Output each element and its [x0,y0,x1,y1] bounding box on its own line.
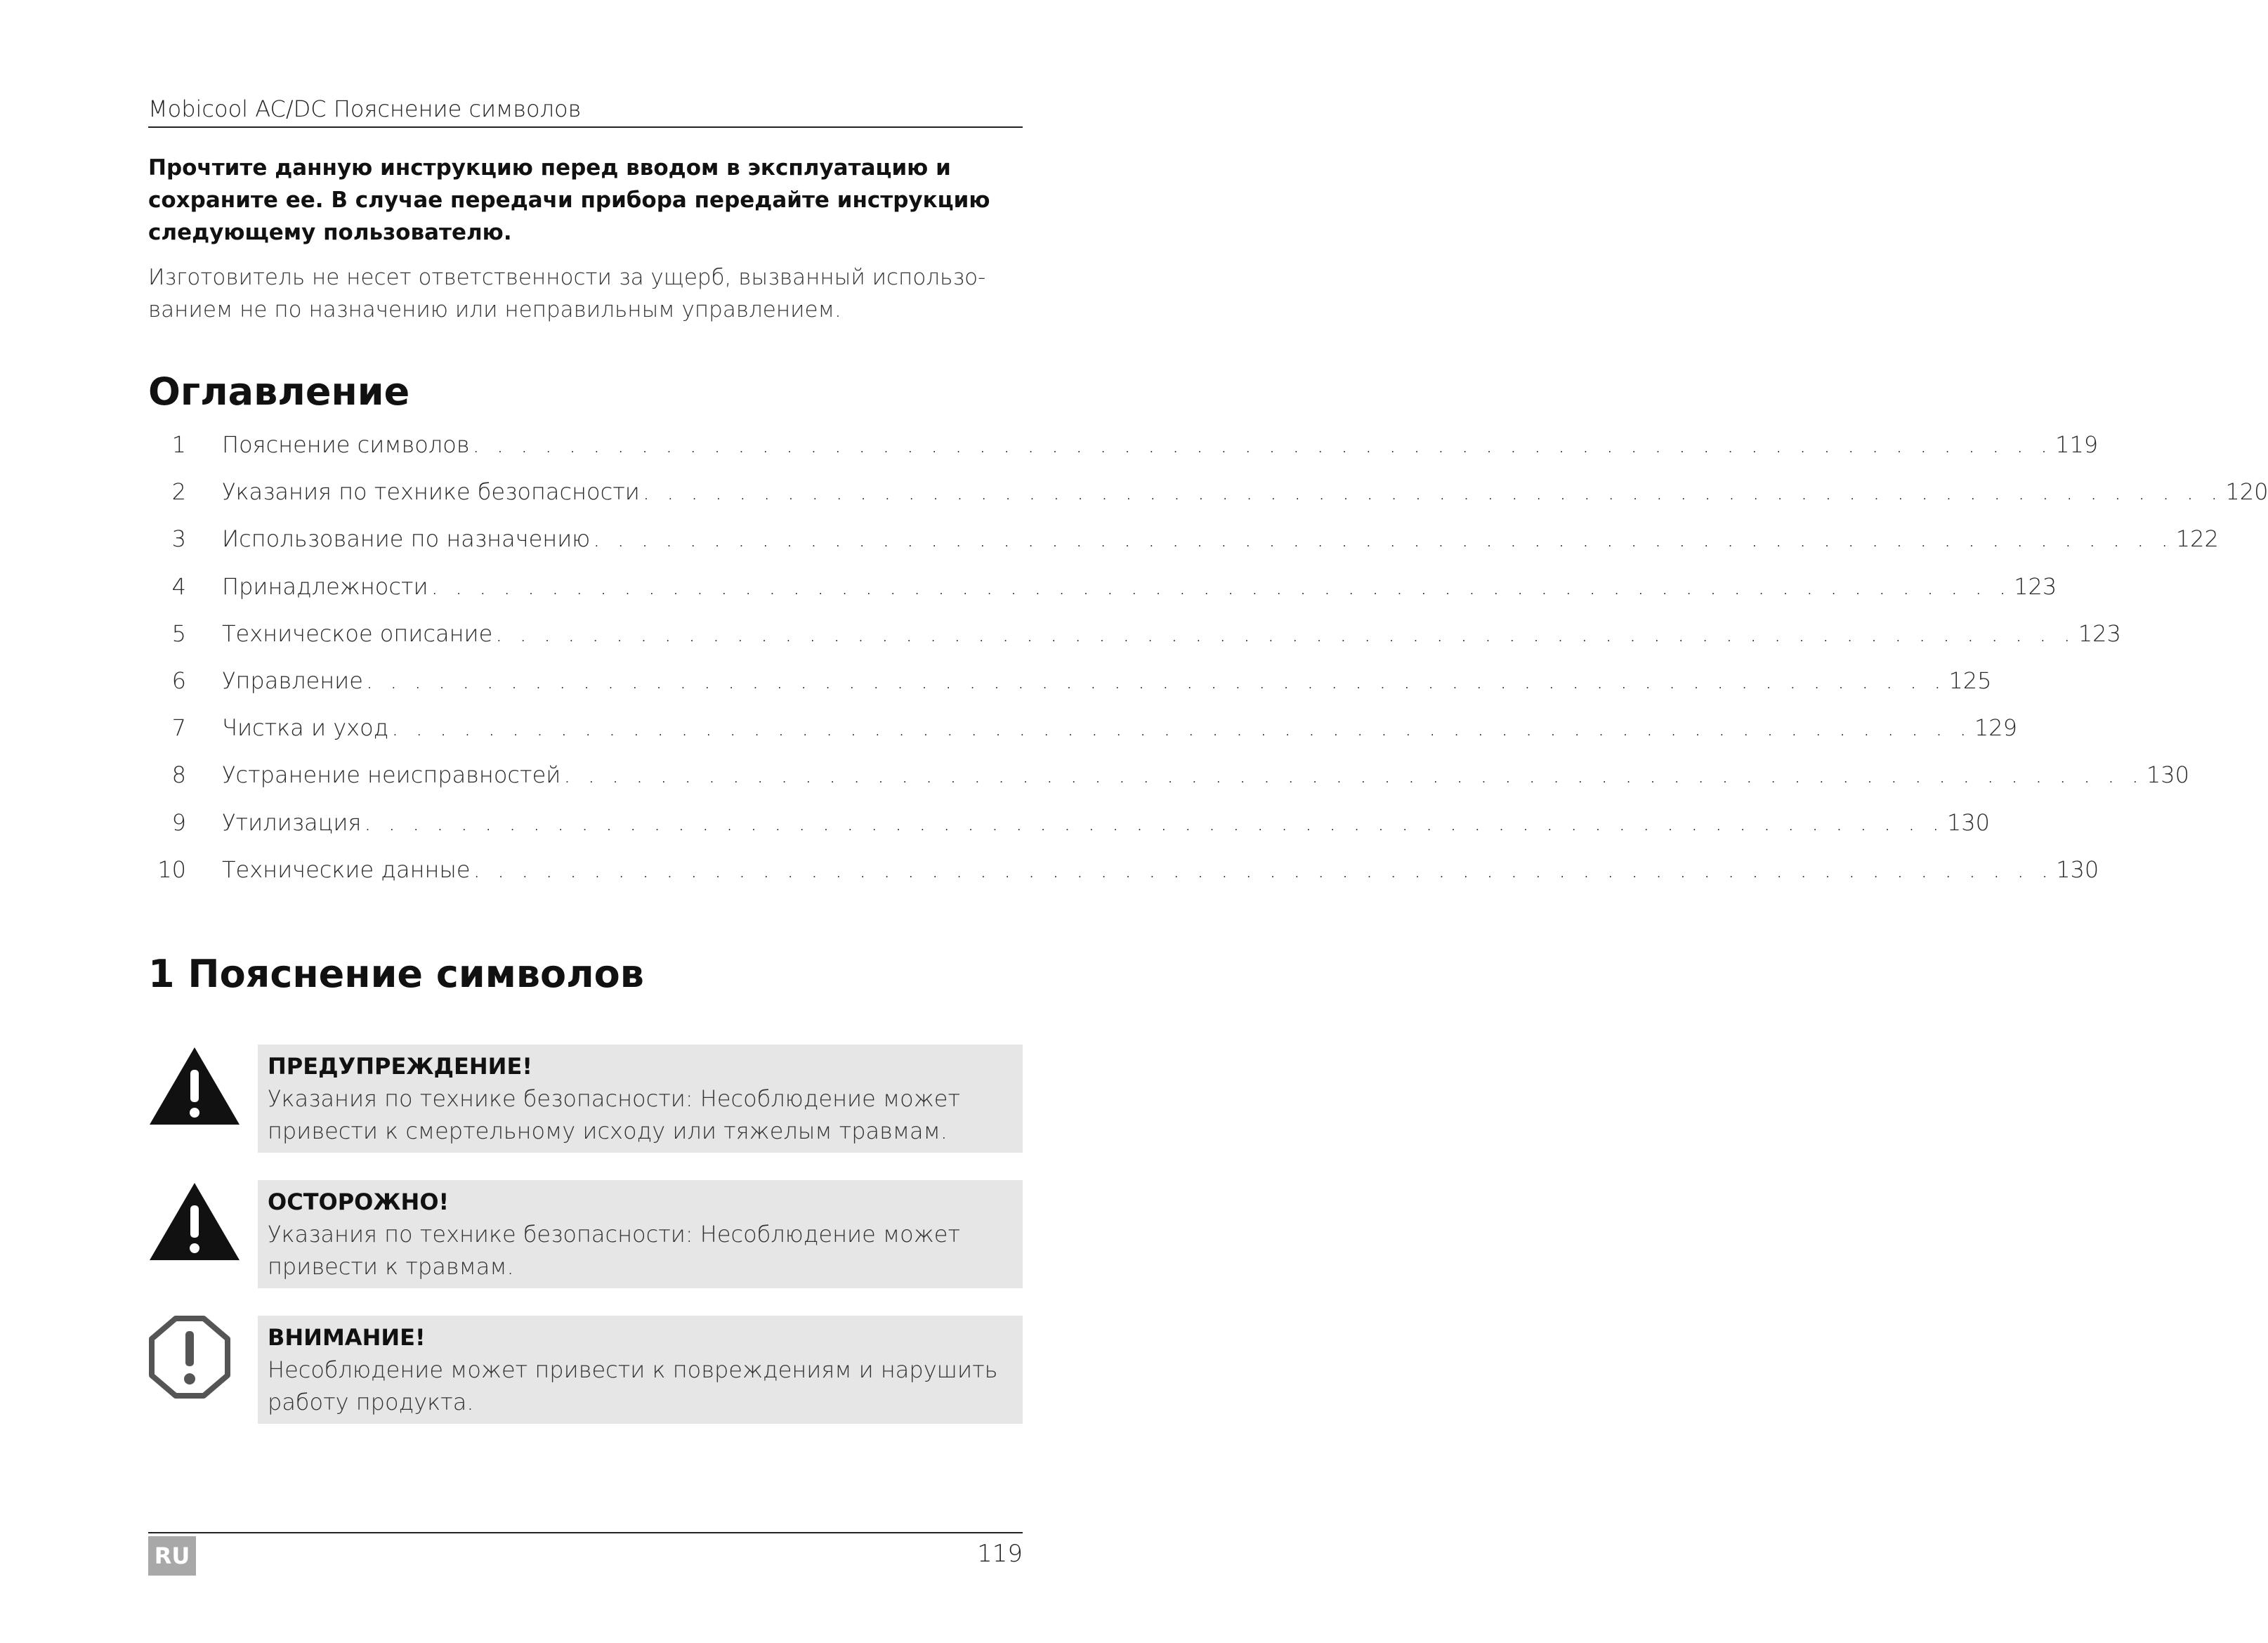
toc-item-page: 119 [2055,431,2099,458]
notice-text: Несоблюдение может привести к повреждениям и нарушить работу продукта. [268,1356,998,1415]
toc-item-page: 130 [2146,761,2189,789]
table-of-contents [148,431,2268,903]
toc-item-label: Принадлежности [222,572,428,600]
toc-item-page: 123 [2078,620,2121,647]
running-header: Mobicool AC/DC Пояснение символов [148,96,1023,128]
toc-item-number: 4 [171,572,186,600]
notice-text: Указания по технике безопасности: Несоблюдение может привести к травмам. [268,1221,960,1280]
toc-item-number: 9 [171,809,186,836]
toc-item-number: 5 [171,620,186,647]
notice-text: Указания по технике безопасности: Несоблюдение может привести к смертельному исходу или тяжелым травмам. [268,1085,960,1144]
toc-item-label: Управление [222,667,363,694]
toc-item-number: 10 [157,856,186,883]
footer-divider [148,1532,1023,1533]
toc-leader-dots: . . . . . . . . . . . . . . . . . . . . . . . . . . . . . . . . . . . . . . . . . . . . . . . . . . . . . . . . . . . . . . . . . . [391,714,1972,742]
toc-item[interactable] [148,525,2219,572]
notice-box [258,1316,1023,1424]
page-number: 119 [977,1540,1023,1568]
toc-item-number: 6 [171,667,186,694]
toc-item-label: Техническое описание [222,620,493,647]
toc-item[interactable] [148,620,2121,667]
toc-item-number: 3 [171,525,186,553]
toc-item-label: Указания по технике безопасности [222,478,640,506]
toc-item-page: 122 [2175,525,2219,553]
notice-attention [148,1316,1023,1424]
caution-triangle-icon [148,1180,241,1263]
toc-item-page: 129 [1974,714,2017,742]
toc-leader-dots: . . . . . . . . . . . . . . . . . . . . . . . . . . . . . . . . . . . . . . . . . . . . . . . . . . . . . . . . . . . . . . . . . . [495,620,2076,647]
toc-leader-dots: . . . . . . . . . . . . . . . . . . . . . . . . . . . . . . . . . . . . . . . . . . . . . . . . . . . . . . . . . . . . . . . . . . [642,478,2223,506]
intro-liability-text: Изготовитель не несет ответственности за ущерб, вызванный использо-ванием не по назначению или неправильным управлением. [148,265,986,322]
toc-item-number: 1 [171,431,186,458]
toc-item[interactable] [148,478,2268,525]
toc-item[interactable] [148,667,1992,714]
toc-item[interactable] [148,809,1990,856]
toc-leader-dots: . . . . . . . . . . . . . . . . . . . . . . . . . . . . . . . . . . . . . . . . . . . . . . . . . . . . . . . . . . . . . . . . . . [472,431,2053,458]
toc-leader-dots: . . . . . . . . . . . . . . . . . . . . . . . . . . . . . . . . . . . . . . . . . . . . . . . . . . . . . . . . . . . . . . . . . . [593,525,2173,553]
toc-item-label: Пояснение символов [222,431,470,458]
notice-caution [148,1180,1023,1288]
toc-item-page: 130 [1946,809,1990,836]
toc-item[interactable] [148,431,2099,478]
section-title: 1 Пояснение символов [148,952,644,996]
toc-item-number: 2 [171,478,186,506]
notice-title: ПРЕДУПРЕЖДЕНИЕ! [268,1053,532,1080]
toc-item-number: 7 [171,714,186,742]
toc-item-label: Чистка и уход [222,714,389,742]
toc-item-number: 8 [171,761,186,789]
notice-title: ОСТОРОЖНО! [268,1189,450,1215]
toc-item-page: 125 [1948,667,1992,694]
toc-item[interactable] [148,761,2189,809]
toc-leader-dots: . . . . . . . . . . . . . . . . . . . . . . . . . . . . . . . . . . . . . . . . . . . . . . . . . . . . . . . . . . . . . . . . . . [431,572,2012,600]
toc-leader-dots: . . . . . . . . . . . . . . . . . . . . . . . . . . . . . . . . . . . . . . . . . . . . . . . . . . . . . . . . . . . . . . . . . . [563,761,2144,789]
toc-leader-dots: . . . . . . . . . . . . . . . . . . . . . . . . . . . . . . . . . . . . . . . . . . . . . . . . . . . . . . . . . . . . . . . . . . [473,856,2054,883]
intro-notice-bold: Прочтите данную инструкцию перед вводом в эксплуатацию и сохраните ее. В случае передачи прибора передайте инструкцию следующему пользователю. [148,155,990,245]
toc-leader-dots: . . . . . . . . . . . . . . . . . . . . . . . . . . . . . . . . . . . . . . . . . . . . . . . . . . . . . . . . . . . . . . . . . . [365,667,1946,694]
toc-item-label: Утилизация [222,809,362,836]
toc-item-label: Использование по назначению [222,525,591,553]
toc-item-label: Устранение неисправностей [222,761,561,789]
toc-item-page: 120 [2225,478,2268,506]
toc-item-page: 130 [2056,856,2099,883]
notice-warning [148,1045,1023,1153]
language-badge: RU [148,1536,196,1576]
toc-item-page: 123 [2014,572,2057,600]
toc-item[interactable] [148,856,2099,903]
toc-item[interactable] [148,714,2017,761]
toc-item[interactable] [148,572,2057,620]
toc-item-label: Технические данные [222,856,471,883]
toc-leader-dots: . . . . . . . . . . . . . . . . . . . . . . . . . . . . . . . . . . . . . . . . . . . . . . . . . . . . . . . . . . . . . . . . . . [364,809,1944,836]
toc-title: Оглавление [148,369,410,414]
notice-box [258,1180,1023,1288]
notice-octagon-icon [148,1316,241,1399]
notice-title: ВНИМАНИЕ! [268,1324,426,1351]
warning-triangle-icon [148,1045,241,1127]
notice-box [258,1045,1023,1153]
